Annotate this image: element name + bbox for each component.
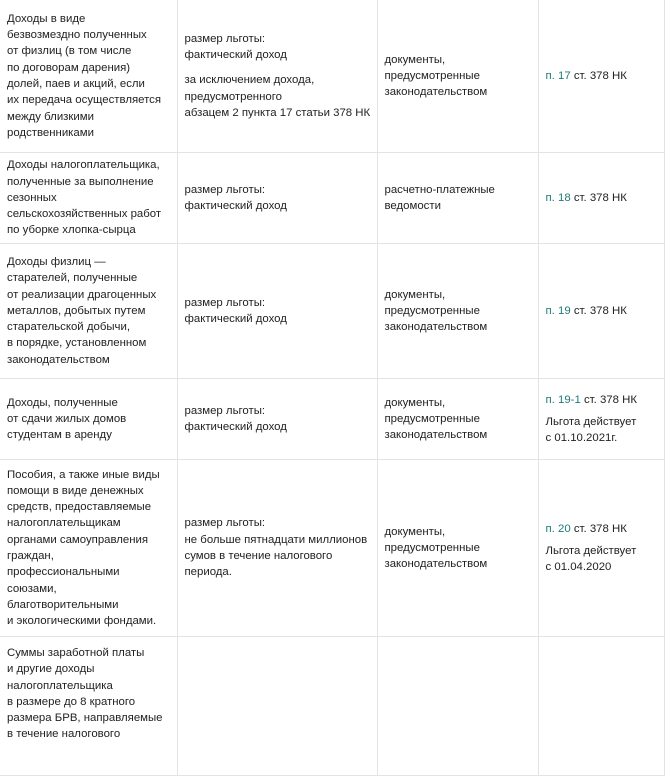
documents-text: законодательством bbox=[384, 558, 488, 571]
documents-text: документы, bbox=[384, 288, 446, 301]
article-code-text: ст. 378 НК bbox=[570, 69, 627, 82]
income-type-text: родственниками bbox=[7, 126, 94, 139]
article-cell bbox=[538, 244, 664, 379]
income-type-text: по договорам дарения) bbox=[7, 61, 131, 74]
documents-cell bbox=[377, 460, 538, 637]
article-reference bbox=[546, 392, 658, 408]
benefit-size-text: не больше пятнадцати миллионов bbox=[184, 533, 368, 546]
spacer bbox=[185, 63, 371, 72]
article-cell bbox=[538, 0, 664, 153]
income-type-text: в порядке, установленном bbox=[7, 337, 147, 350]
income-type-text: безвозмездно полученных bbox=[7, 29, 147, 42]
income-type-text: Доходы, полученные bbox=[7, 396, 118, 409]
income-type-text: размера БРВ, направляемые bbox=[7, 712, 163, 725]
documents-cell bbox=[377, 379, 538, 460]
documents-text: предусмотренные bbox=[384, 304, 480, 317]
article-reference bbox=[546, 68, 658, 84]
table-row bbox=[0, 0, 664, 153]
article-cell bbox=[538, 637, 664, 776]
benefit-size-text: фактический доход bbox=[184, 421, 287, 433]
benefit-size-text: размер льготы: bbox=[184, 32, 266, 45]
article-cell bbox=[538, 153, 664, 244]
article-code-text: ст. 378 НК bbox=[570, 191, 627, 204]
documents-text: законодательством bbox=[384, 429, 488, 442]
income-type-text: металлов, добытых путем bbox=[7, 304, 146, 317]
effective-date-text: Льгота действует bbox=[545, 544, 637, 557]
table-row bbox=[0, 153, 664, 244]
documents-text: предусмотренные bbox=[384, 412, 480, 425]
effective-date-text: с 01.04.2020 bbox=[545, 561, 612, 574]
income-type-text: старателей, полученные bbox=[7, 272, 138, 285]
table-row bbox=[0, 244, 664, 379]
article-link[interactable]: п. 17 bbox=[545, 69, 571, 82]
effective-date-text: Льгота действует bbox=[545, 415, 637, 428]
benefit-exception-text: за исключением дохода, bbox=[184, 74, 315, 87]
benefit-size-text: размер льготы: bbox=[184, 296, 266, 309]
benefit-size-text: фактический доход bbox=[184, 313, 287, 325]
article-code-text: ст. 378 НК bbox=[570, 304, 627, 317]
benefit-size-cell bbox=[177, 153, 377, 244]
documents-cell bbox=[377, 244, 538, 379]
income-type-text: налогоплательщика bbox=[7, 679, 113, 692]
documents-text: законодательством bbox=[384, 321, 488, 334]
documents-text: документы, bbox=[384, 53, 446, 66]
income-type-text: от сдачи жилых домов bbox=[7, 412, 127, 425]
income-type-text: долей, паев и акций, если bbox=[7, 78, 145, 90]
documents-cell bbox=[377, 637, 538, 776]
article-link[interactable]: п. 20 bbox=[545, 522, 571, 535]
income-type-cell bbox=[0, 637, 177, 776]
documents-text: предусмотренные bbox=[384, 69, 480, 82]
income-type-text: союзами, bbox=[7, 582, 57, 595]
income-type-cell bbox=[0, 244, 177, 379]
benefit-size-text: размер льготы: bbox=[184, 183, 266, 196]
article-link[interactable]: п. 18 bbox=[545, 191, 571, 204]
income-type-text: в течение налогового bbox=[7, 728, 121, 741]
effective-date-note bbox=[546, 414, 658, 447]
article-code-text: ст. 378 НК bbox=[570, 522, 627, 535]
income-type-text: сельскохозяйственных работ bbox=[7, 208, 162, 221]
income-type-text: законодательством bbox=[7, 353, 110, 366]
benefit-size-cell bbox=[177, 637, 377, 776]
income-type-text: от физлиц (в том числе bbox=[7, 45, 132, 58]
income-type-cell bbox=[0, 379, 177, 460]
benefit-size-cell bbox=[177, 0, 377, 153]
income-type-text: и другие доходы bbox=[7, 663, 95, 676]
article-cell bbox=[538, 379, 664, 460]
article-reference bbox=[546, 521, 658, 537]
documents-text: ведомости bbox=[384, 200, 441, 212]
income-type-text: средств, предоставляемые bbox=[7, 501, 152, 514]
benefit-exception-text: абзацем 2 пункта 17 статьи 378 НК bbox=[184, 106, 371, 119]
income-type-text: по уборке хлопка-сырца bbox=[7, 224, 136, 237]
benefit-size-cell bbox=[177, 460, 377, 637]
article-link[interactable]: п. 19-1 bbox=[545, 393, 581, 406]
income-type-text: старательской добычи, bbox=[7, 321, 130, 334]
income-type-cell bbox=[0, 0, 177, 153]
table-row bbox=[0, 379, 664, 460]
benefit-size-text: фактический доход bbox=[184, 49, 287, 62]
benefit-exception-text: предусмотренного bbox=[184, 90, 282, 103]
income-type-text: их передача осуществляется bbox=[7, 94, 162, 107]
documents-cell bbox=[377, 0, 538, 153]
income-type-text: в размере до 8 кратного bbox=[7, 695, 136, 708]
income-type-text: органами самоуправления bbox=[7, 533, 149, 546]
documents-text: документы, bbox=[384, 525, 446, 538]
income-type-text: Доходы налогоплательщика, bbox=[7, 159, 160, 172]
benefit-size-text: фактический доход bbox=[184, 200, 287, 212]
benefit-size-text: периода. bbox=[184, 566, 232, 579]
income-type-text: сезонных bbox=[7, 191, 57, 204]
article-reference bbox=[546, 190, 658, 206]
income-type-text: помощи в виде денежных bbox=[7, 484, 144, 497]
article-code-text: ст. 378 НК bbox=[580, 393, 637, 406]
documents-text: расчетно-платежные bbox=[384, 183, 495, 196]
income-type-text: студентам в аренду bbox=[7, 429, 112, 442]
benefit-size-text: сумов в течение налогового bbox=[184, 550, 333, 562]
income-type-text: Доходы в виде bbox=[7, 12, 86, 25]
table-row bbox=[0, 637, 664, 776]
table-row bbox=[0, 460, 664, 637]
income-type-text: профессиональными bbox=[7, 566, 120, 579]
income-type-text: Доходы физлиц — bbox=[7, 255, 106, 268]
documents-text: предусмотренные bbox=[384, 541, 480, 554]
income-type-cell bbox=[0, 153, 177, 244]
documents-text: документы, bbox=[384, 396, 446, 409]
income-type-text: налогоплательщикам bbox=[7, 517, 121, 530]
income-type-text: от реализации драгоценных bbox=[7, 288, 157, 301]
documents-cell bbox=[377, 153, 538, 244]
documents-text: законодательством bbox=[384, 86, 488, 99]
article-cell bbox=[538, 460, 664, 637]
income-type-text: благотворительными bbox=[7, 598, 119, 611]
article-reference bbox=[546, 303, 658, 319]
effective-date-text: с 01.10.2021г. bbox=[545, 432, 618, 445]
income-type-text: Пособия, а также иные виды bbox=[7, 468, 160, 481]
income-type-cell bbox=[0, 460, 177, 637]
income-type-text: граждан, bbox=[7, 550, 54, 562]
benefit-size-text: размер льготы: bbox=[184, 404, 266, 417]
benefit-size-text: размер льготы: bbox=[184, 517, 266, 530]
income-type-text: Суммы заработной платы bbox=[7, 647, 145, 659]
article-link[interactable]: п. 19 bbox=[545, 304, 571, 317]
benefit-size-cell bbox=[177, 379, 377, 460]
income-type-text: и экологическими фондами. bbox=[7, 615, 157, 628]
benefit-size-cell bbox=[177, 244, 377, 379]
income-type-text: между близкими bbox=[7, 110, 94, 123]
effective-date-note bbox=[546, 543, 658, 576]
income-type-text: полученные за выполнение bbox=[7, 175, 154, 188]
